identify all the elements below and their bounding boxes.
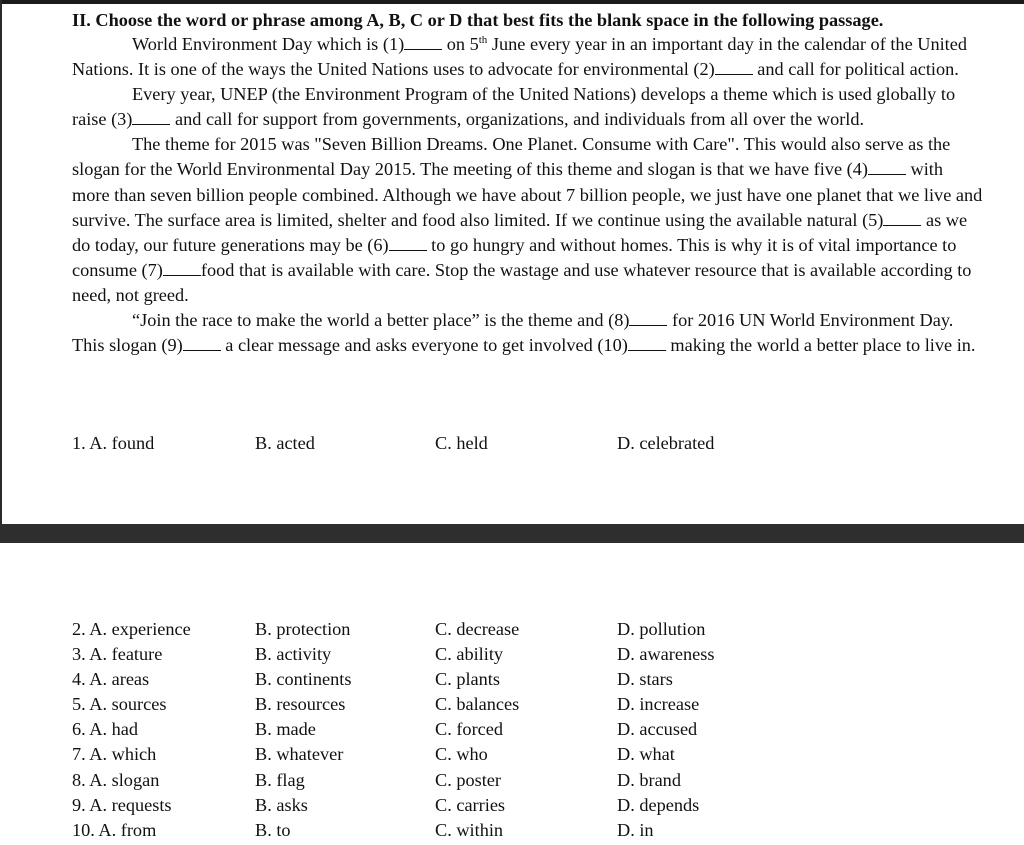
option-a: 10. A. from [72, 820, 157, 840]
blank-5 [883, 211, 921, 226]
option-b: B. whatever [255, 744, 344, 764]
option-a: 9. A. requests [72, 795, 172, 815]
question-3-options [72, 642, 772, 667]
option-c: C. forced [435, 719, 504, 739]
option-c: C. balances [435, 694, 520, 714]
passage-paragraph-2: Every year, UNEP (the Environment Program of the United Nations) develops a theme which is used globally to raise (3) and call for support from governments, organizations, and individuals from all over the world. [72, 84, 956, 130]
option-b: B. protection [255, 619, 351, 639]
option-a: 1. A. found [72, 433, 155, 453]
option-d: D. what [617, 744, 675, 764]
option-b: B. resources [255, 694, 346, 714]
option-a: 5. A. sources [72, 694, 167, 714]
option-a: 3. A. feature [72, 644, 163, 664]
option-d: D. increase [617, 694, 700, 714]
blank-10 [628, 336, 666, 351]
question-9-options [72, 793, 772, 818]
option-b: B. made [255, 719, 316, 739]
option-c: C. ability [435, 644, 504, 664]
option-a: 7. A. which [72, 744, 157, 764]
option-d: D. awareness [617, 644, 715, 664]
blank-9 [183, 336, 221, 351]
blank-6 [389, 236, 427, 251]
option-c: C. within [435, 820, 504, 840]
option-d: D. in [617, 820, 654, 840]
option-c: C. who [435, 744, 488, 764]
page-section-top [0, 4, 1024, 524]
option-c: C. plants [435, 669, 501, 689]
passage-paragraph-3: The theme for 2015 was "Seven Billion Dreams. One Planet. Consume with Care". This would also serve as the slogan for the World Environmental Day 2015. The meeting of this theme and slogan is that we have five (4) with more than seven billion people combined. Although we have about 7 billion people, we just have one planet that we live and survive. The surface area is limited, shelter and food also limited. If we continue using the available natural (5) as we do today, our future generations may be (6) to go hungry and without homes. This is why it is of vital importance to consume (7) food that is available with care. Stop the wastage and use whatever resource that is available according to need, not greed. [72, 134, 983, 305]
option-b: B. activity [255, 644, 332, 664]
question-6-options [72, 717, 772, 742]
page-section-bottom [0, 543, 1024, 845]
blank-1 [404, 35, 442, 50]
question-10-options [72, 818, 772, 843]
option-d: D. celebrated [617, 433, 715, 453]
option-a: 6. A. had [72, 719, 139, 739]
blank-2 [715, 60, 753, 75]
option-d: D. accused [617, 719, 698, 739]
option-d: D. depends [617, 795, 700, 815]
question-5-options [72, 692, 772, 717]
option-d: D. stars [617, 669, 673, 689]
option-c: C. held [435, 433, 488, 453]
option-b: B. to [255, 820, 291, 840]
option-d: D. pollution [617, 619, 706, 639]
option-d: D. brand [617, 770, 681, 790]
option-c: C. decrease [435, 619, 520, 639]
blank-4 [868, 160, 906, 175]
option-c: C. carries [435, 795, 506, 815]
option-a: 8. A. slogan [72, 770, 160, 790]
exercise-heading: II. Choose the word or phrase among A, B, C or D that best fits the blank space in the following passage. [72, 10, 884, 30]
blank-7 [163, 261, 201, 276]
passage-paragraph-1: World Environment Day which is (1) on 5th June every year in an important day in the calendar of the United Nations. It is one of the ways the United Nations uses to advocate for environmental (2) and call for political action. [72, 33, 968, 80]
option-b: B. continents [255, 669, 352, 689]
page-divider [0, 524, 1024, 543]
passage-paragraph-4: “Join the race to make the world a better place” is the theme and (8) for 2016 UN World Environment Day. This slogan (9) a clear message and asks everyone to get involved (10) making the world a better place to live in. [72, 310, 976, 356]
question-2-options [72, 617, 772, 642]
question-1-options [72, 431, 772, 456]
option-a: 2. A. experience [72, 619, 191, 639]
blank-8 [629, 311, 667, 326]
option-c: C. poster [435, 770, 502, 790]
reading-passage [72, 32, 984, 358]
question-4-options [72, 667, 772, 692]
option-b: B. flag [255, 770, 305, 790]
option-b: B. asks [255, 795, 308, 815]
question-8-options [72, 768, 772, 793]
blank-3 [132, 110, 170, 125]
question-7-options [72, 742, 772, 767]
option-a: 4. A. areas [72, 669, 150, 689]
option-b: B. acted [255, 433, 315, 453]
